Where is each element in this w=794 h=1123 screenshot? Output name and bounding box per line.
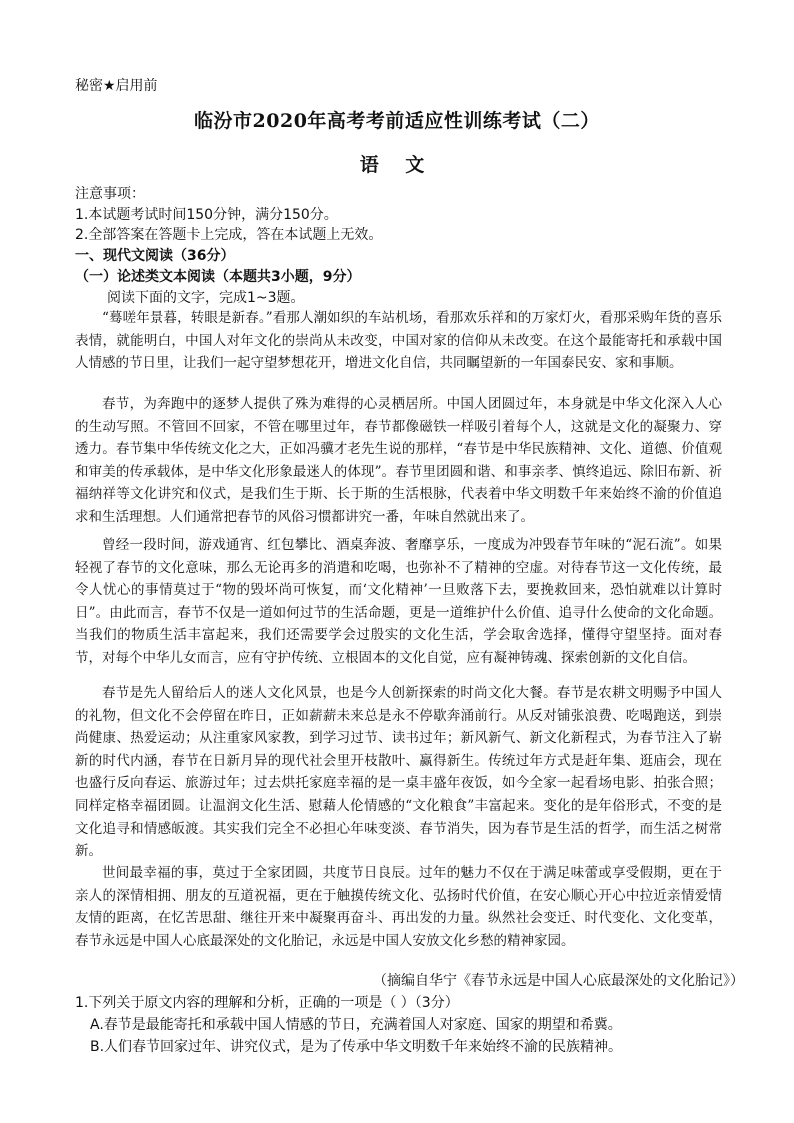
paragraph-3: 曾经一段时间，游戏通宵、红包攀比、酒桌奔波、奢靡享乐，一度成为冲毁春节年味的“泥石流”。如果轻视了春节的文化意味，那么无论再多的消遣和吃喝，也弥补不了精神的空虚。对待春节这一文化传统，最令人忧心的事情莫过于“物的毁坏尚可恢复，而‘文化精神’一旦败落下去，要挽救回来，恐怕就难以计算时日”。由此而言，春节不仅是一道如何过节的生活命题，更是一道维护什么价值、追寻什么使命的文化命题。当我们的物质生活丰富起来，我们还需要学会过殷实的文化生活，学会取舍选择，懂得守望坚持。面对春节，对每个中华儿女而言，应有守护传统、立根固本的文化自觉，应有凝神铸魂、探索创新的文化自信。 (75, 537, 722, 666)
source-citation: （摘编自华宁《春节永远是中国人心底最深处的文化胎记》） (373, 973, 744, 989)
notice-heading: 注意事项： (75, 186, 145, 202)
exam-title: 临汾市2020年高考考前适应性训练考试（二） (194, 110, 600, 132)
secret-label: 秘密★启用前 (75, 78, 158, 94)
paragraph-1: “蓦嗟年景暮，转眼是新春。”看那人潮如织的车站机场，看那欢乐祥和的万家灯火，看那采购年货的喜乐表情，就能明白，中国人对年文化的崇尚从未改变，中国对家的信仰从未改变。在这个最能寄托和承载中国人情感的节日里，让我们一起守望梦想花开，增进文化自信，共同瞩望新的一年国泰民安、家和事顺。 (75, 310, 722, 372)
paragraph-5: 世间最幸福的事，莫过于全家团圆，共度节日良辰。过年的魅力不仅在于满足味蕾或享受假期，更在于亲人的深情相拥、朋友的互道祝福，更在于触摸传统文化、弘扬时代价值，在安心顺心开心中拉近亲情爱情友情的距离，在忆苦思甜、继往开来中凝聚再奋斗、再出发的力量。纵然社会变迁、时代变化、文化变革，春节永远是中国人心底最深处的文化胎记，永远是中国人安放文化乡愁的精神家园。 (75, 865, 722, 949)
reading-instruction: 阅读下面的文字，完成1~3题。 (107, 290, 305, 306)
notice-item-1: 1.本试题考试时间150分钟，满分150分。 (75, 207, 338, 223)
subject-title: 语 文 (359, 154, 435, 176)
section-title: 一、现代文阅读（36分） (75, 248, 235, 264)
notice-item-2: 2.全部答案在答题卡上完成，答在本试题上无效。 (75, 227, 383, 243)
question-1-option-b: B.人们春节回家过年、讲究仪式，是为了传承中华文明数千年来始终不渝的民族精神。 (90, 1039, 623, 1055)
question-1-stem: 1.下列关于原文内容的理解和分析，正确的一项是（ ）（3分） (75, 995, 459, 1011)
question-1-option-a: A.春节是最能寄托和承载中国人情感的节日，充满着国人对家庭、国家的期望和希冀。 (90, 1017, 622, 1033)
subsection-title: （一）论述类文本阅读（本题共3小题，9分） (75, 269, 361, 285)
paragraph-2: 春节，为奔跑中的逐梦人提供了殊为难得的心灵栖居所。中国人团圆过年，本身就是中华文化深入人心的生动写照。不管回不回家，不管在哪里过年，春节都像磁铁一样吸引着每个人，这就是文化的凝聚力、穿透力。春节集中华传统文化之大，正如冯骥才老先生说的那样，“春节是中华民族精神、文化、道德、价值观和审美的传承载体，是中华文化形象最迷人的体现”。春节里团圆和谐、和事亲孝、慎终追远、除旧布新、祈福纳祥等文化讲究和仪式，是我们生于斯、长于斯的生活根脉，代表着中华文明数千年来始终不渝的价值追求和生活理想。人们通常把春节的风俗习惯都讲究一番，年味自然就出来了。 (75, 396, 722, 525)
paragraph-4: 春节是先人留给后人的迷人文化风景，也是今人创新探索的时尚文化大餐。春节是农耕文明赐予中国人的礼物，但文化不会停留在昨日，正如薪薪未来总是永不停歇奔涌前行。从反对铺张浪费、吃喝跑送，到崇尚健康、热爱运动；从注重家风家教，到学习过节、读书过年；新风新气、新文化新程式，为春节注入了崭新的时代内涵，春节在日新月异的现代社会里开枝散叶、赢得新生。传统过年方式是赶年集、逛庙会，现在也盛行反向春运、旅游过年；过去烘托家庭幸福的是一桌丰盛年夜饭，如今全家一起看场电影、拍张合照；同样定格幸福团圆。让温润文化生活、慰藉人伦情感的“文化粮食”丰富起来。变化的是年俗形式，不变的是文化追寻和情感皈渡。其实我们完全不必担心年味变淡、春节消失，因为春节是生活的哲学，而生活之树常新。 (75, 685, 722, 860)
